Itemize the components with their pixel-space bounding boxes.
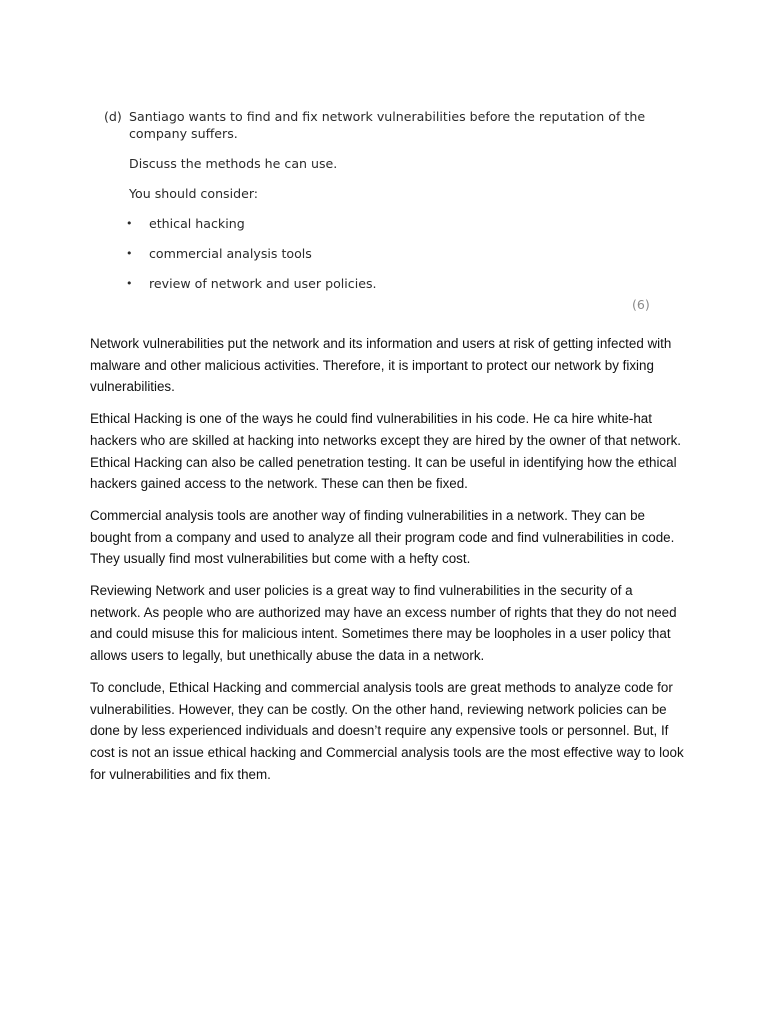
consider-item bbox=[126, 215, 664, 232]
answer-paragraph: To conclude, Ethical Hacking and commercial analysis tools are great methods to analyze code for vulnerabilities. However, they can be costly. On the other hand, reviewing network policies can be done by less experienced individuals and doesn’t require any expensive tools or personnel. But, If cost is not an issue ethical hacking and Commercial analysis tools are the most effective way to look for vulnerabilities and fix them. bbox=[90, 679, 684, 782]
question-consider: You should consider: bbox=[129, 186, 259, 201]
question-block bbox=[104, 108, 664, 292]
answer-paragraph: Network vulnerabilities put the network and its information and users at risk of getting infected with malware and other malicious activities. Therefore, it is important to protect our network by fixing vulnerabilities. bbox=[90, 336, 672, 395]
consider-item-label: commercial analysis tools bbox=[149, 246, 312, 261]
question-header bbox=[104, 108, 664, 142]
consider-item bbox=[126, 245, 664, 262]
bullet-icon: • bbox=[126, 217, 133, 230]
question-marks: (6) bbox=[632, 297, 650, 312]
consider-item-label: review of network and user policies. bbox=[149, 276, 377, 291]
consider-list bbox=[126, 215, 664, 292]
question-instruction: Discuss the methods he can use. bbox=[129, 156, 338, 171]
answer-paragraph: Ethical Hacking is one of the ways he could find vulnerabilities in his code. He ca hire white-hat hackers who are skilled at hacking into networks except they are hired by the owner of that network. Ethical Hacking can also be called penetration testing. It can be useful in identifying how the ethical hackers gained access to the network. These can then be fixed. bbox=[90, 411, 681, 492]
bullet-icon: • bbox=[126, 247, 133, 260]
answer-paragraph: Commercial analysis tools are another way of finding vulnerabilities in a network. They can be bought from a company and used to analyze all their program code and find vulnerabilities in code. They usually find most vulnerabilities but come with a hefty cost. bbox=[90, 507, 675, 567]
answer-paragraph: Reviewing Network and user policies is a great way to find vulnerabilities in the security of a network. As people who are authorized may have an excess number of rights that they do not need and could misuse this for malicious intent. Sometimes there may be loopholes in a user policy that allows users to legally, but unethically abuse the data in a network. bbox=[90, 583, 677, 664]
bullet-icon: • bbox=[126, 277, 133, 290]
question-prompt: Santiago wants to find and fix network vulnerabilities before the reputation of the company suffers. bbox=[129, 109, 646, 141]
consider-item bbox=[126, 275, 664, 292]
question-letter: (d) bbox=[104, 109, 122, 124]
answer-body bbox=[90, 333, 685, 795]
consider-item-label: ethical hacking bbox=[149, 216, 245, 231]
